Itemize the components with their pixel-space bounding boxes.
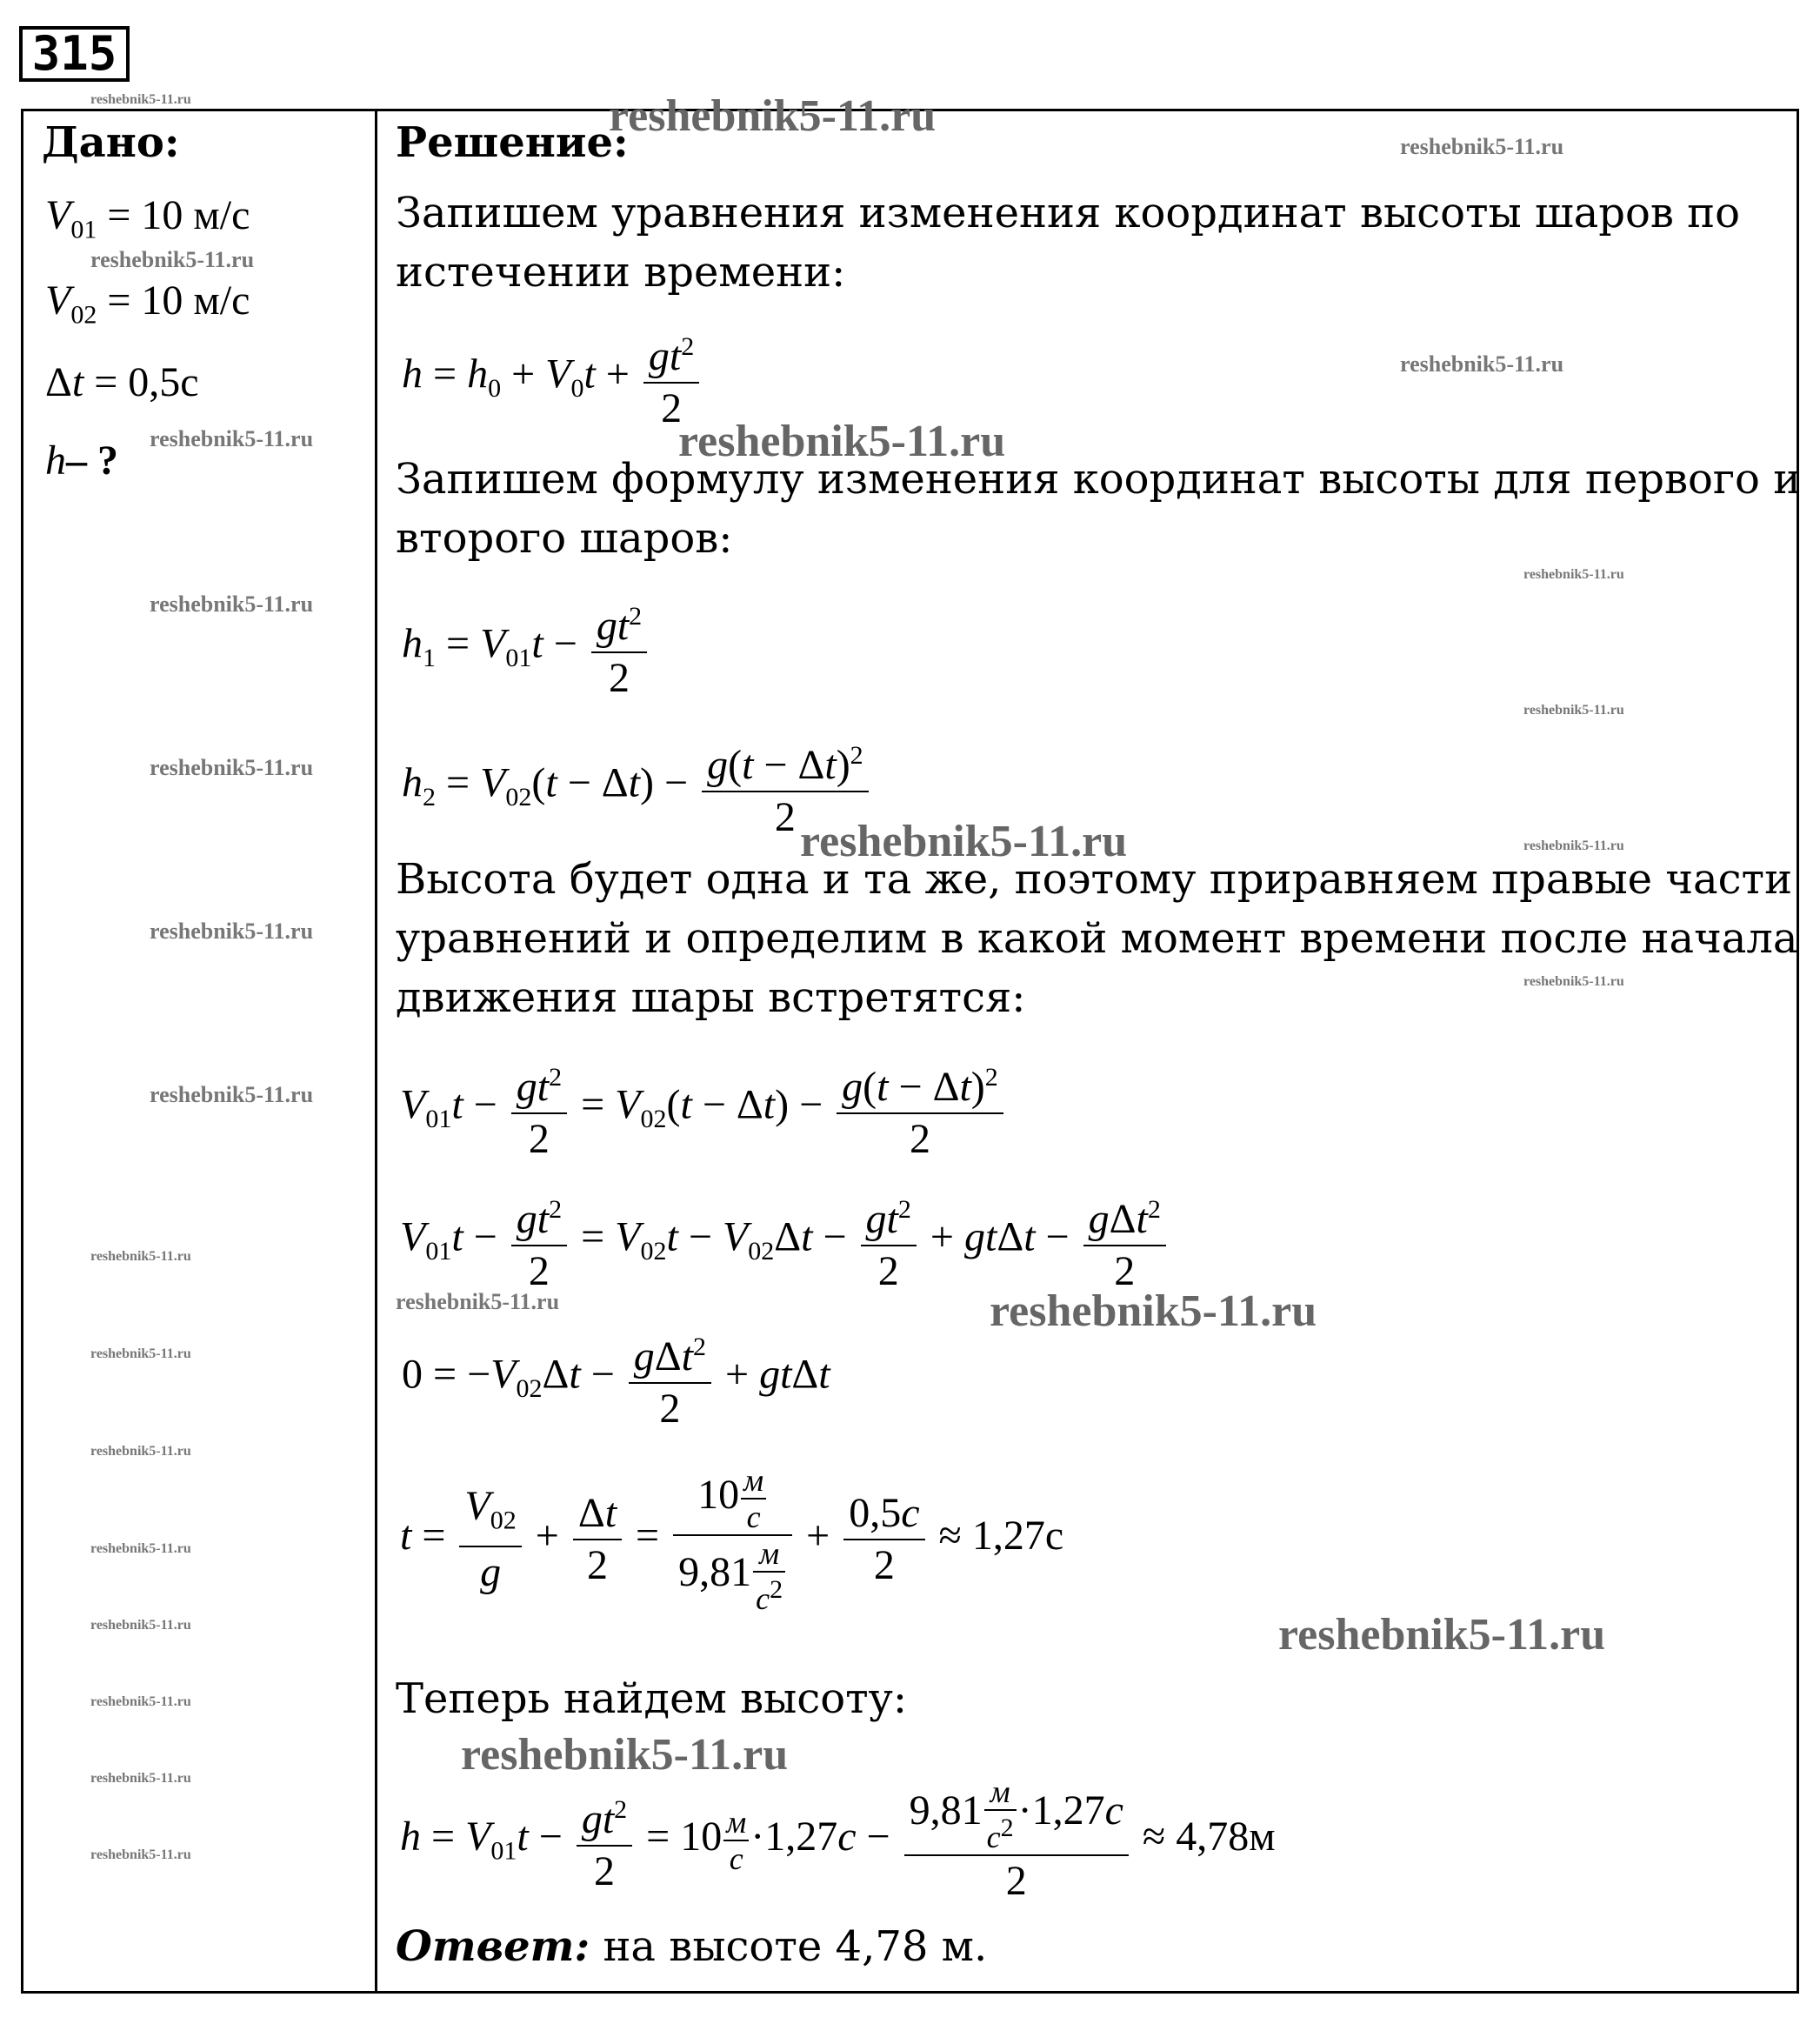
given-v02: $V_{02} = 10$ м/с <box>45 277 250 330</box>
watermark: reshebnik5-11.ru <box>150 591 314 617</box>
watermark: reshebnik5-11.ru <box>1523 703 1624 718</box>
paragraph-4: Теперь найдем высоту: <box>396 1674 908 1723</box>
watermark: reshebnik5-11.ru <box>150 755 314 780</box>
watermark: reshebnik5-11.ru <box>150 1082 314 1107</box>
equation-simplified: $0 = -V_{02}\Delta t$ − $\frac{g\Delta t^2}{2}$ + gtΔt <box>402 1322 830 1434</box>
watermark: reshebnik5-11.ru <box>1400 351 1564 377</box>
watermark: reshebnik5-11.ru <box>90 1847 191 1862</box>
watermark: reshebnik5-11.ru <box>1523 974 1624 989</box>
equation-expanded: $V_{01}t$ − $\frac{gt^2}{2}$ = $V_{02}t - V_{02}\Delta t$ − $\frac{gt^2}{2}$ + gtΔt − $\frac{g\Delta t^2}{2}$ <box>400 1185 1170 1297</box>
watermark: reshebnik5-11.ru <box>800 817 1128 866</box>
answer <box>396 1922 987 1971</box>
watermark: reshebnik5-11.ru <box>609 91 937 141</box>
equation-t: t = $\frac{V_{02}}{g}$ + $\frac{\Delta t}{2}$ = 10 м с 9,81 м $с^2$ + $\frac{0,5с}{2}$ ≈ 1,27с <box>400 1463 1064 1616</box>
watermark: reshebnik5-11.ru <box>150 918 314 944</box>
h-result: ≈ 4,78м <box>1142 1814 1276 1860</box>
watermark: reshebnik5-11.ru <box>1400 134 1564 159</box>
watermark: reshebnik5-11.ru <box>396 1289 560 1314</box>
solution-header: Решение: <box>396 118 629 167</box>
given-header: Дано: <box>42 118 180 167</box>
given-h-question: h– ? <box>45 438 118 484</box>
watermark: reshebnik5-11.ru <box>90 1771 191 1786</box>
answer-label: Ответ: <box>396 1922 590 1971</box>
watermark: reshebnik5-11.ru <box>990 1286 1317 1336</box>
paragraph-1-line-1: Запишем уравнения изменения координат высоты шаров по <box>396 189 1741 237</box>
watermark: reshebnik5-11.ru <box>90 247 255 272</box>
solution-table <box>21 109 1802 1994</box>
answer-text: на высоте 4,78 м. <box>603 1922 988 1971</box>
watermark: reshebnik5-11.ru <box>90 1541 191 1556</box>
watermark: reshebnik5-11.ru <box>90 1618 191 1633</box>
watermark: reshebnik5-11.ru <box>461 1730 789 1780</box>
watermark: reshebnik5-11.ru <box>90 1346 191 1361</box>
watermark: reshebnik5-11.ru <box>90 1444 191 1459</box>
equation-h1: $h_1 = V_{01}t$ − $\frac{gt^2}{2}$ <box>402 591 650 704</box>
equation-h: $h = V_{01}t$ − $\frac{gt^2}{2}$ = 10 м с ·1,27с − 9,81 м $с^2$ ·1,27с 2 ≈ 4,78м <box>400 1774 1276 1907</box>
given-dt: Δt = 0,5с <box>45 359 199 405</box>
paragraph-1-line-2: истечении времени: <box>396 248 846 297</box>
watermark: reshebnik5-11.ru <box>1278 1610 1606 1660</box>
column-divider <box>375 109 377 1994</box>
watermark: reshebnik5-11.ru <box>1523 838 1624 853</box>
equation-h2: $h_2 = V_{02}(t - \Delta t)$ − $\frac{g(t - \Delta t)^2}{2}$ <box>402 731 872 843</box>
paragraph-3-line-2: уравнений и определим в какой момент времени после начала <box>396 914 1798 963</box>
equation-equate: $V_{01}t$ − $\frac{gt^2}{2}$ = $V_{02}(t - \Delta t)$ − $\frac{g(t - \Delta t)^2}{2}$ <box>400 1052 1007 1165</box>
t-result: ≈ 1,27с <box>938 1513 1064 1560</box>
watermark: reshebnik5-11.ru <box>90 92 191 107</box>
paragraph-3-line-1: Высота будет одна и та же, поэтому приравняем правые части <box>396 855 1793 904</box>
watermark: reshebnik5-11.ru <box>678 417 1006 466</box>
watermark: reshebnik5-11.ru <box>90 1249 191 1264</box>
paragraph-3-line-3: движения шары встретятся: <box>396 973 1026 1022</box>
equation-general: $h = h_0 + V_0t$ + $\frac{gt^2}{2}$ <box>402 322 703 434</box>
watermark: reshebnik5-11.ru <box>1523 567 1624 582</box>
paragraph-2-line-1: Запишем формулу изменения координат высоты для первого и <box>396 455 1802 504</box>
watermark: reshebnik5-11.ru <box>150 426 314 451</box>
watermark: reshebnik5-11.ru <box>90 1694 191 1709</box>
paragraph-2-line-2: второго шаров: <box>396 514 733 563</box>
given-v01: $V_{01} = 10$ м/с <box>45 192 250 244</box>
problem-number: 315 <box>19 26 130 82</box>
